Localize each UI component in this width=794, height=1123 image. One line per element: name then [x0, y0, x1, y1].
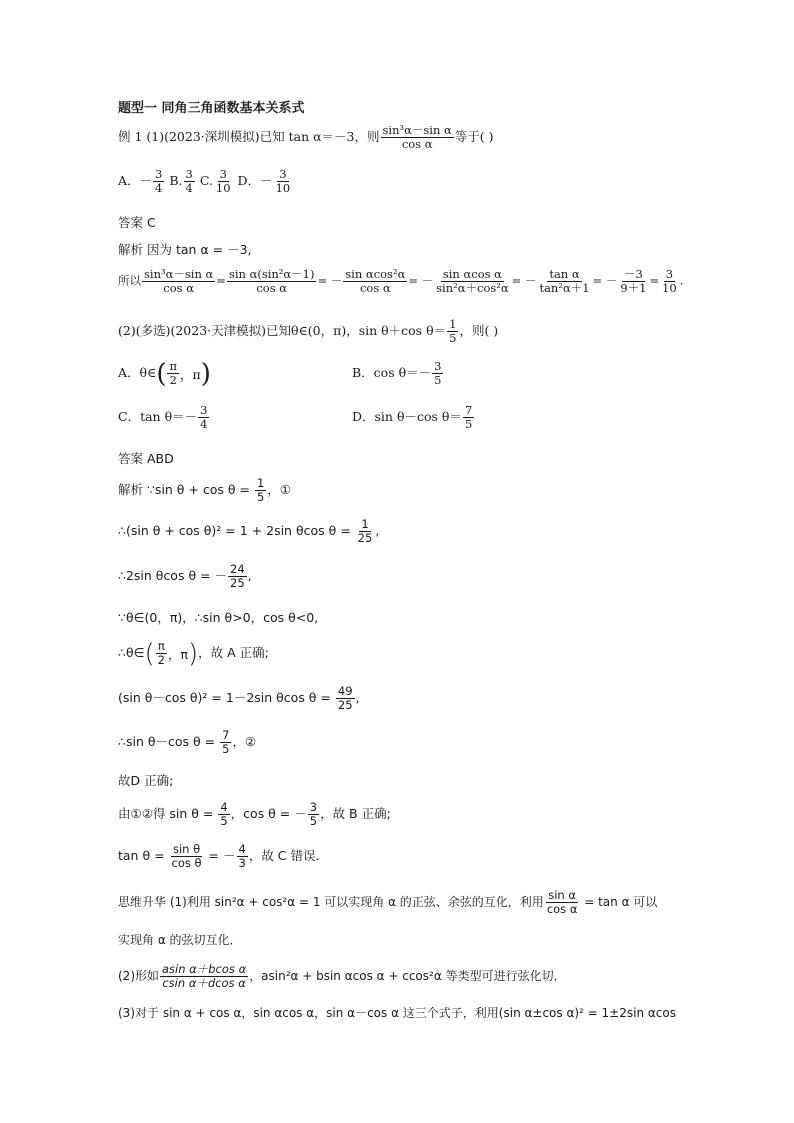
example-1-options: A．－ $\frac{3}{4}$ B. $\frac{3}{4}$ C. $\frac{3}{10}$ D．－ $\frac{3}{10}$ — [118, 167, 291, 196]
option-b: B．cos θ＝－ $\frac{3}{5}$ — [352, 359, 442, 388]
answer-1: 答案 C — [118, 215, 156, 230]
summary-line1: 思维升华 (1)利用 sin²α + cos²α = 1 可以实现角 α 的正弦、余弦的互化，利用 $\frac{\text{sin α}}{\text{cos α}}$ = tan α 可以 — [118, 888, 658, 917]
section-title: 题型一 同角三角函数基本关系式 — [118, 101, 305, 116]
summary-line3: (3)对于 sin α + cos α，sin αcos α，sin α－cos α 这三个式子，利用(sin α±cos α)² = 1±2sin αcos — [118, 1006, 676, 1020]
example-1-stem: 例 1 (1)(2023·深圳模拟)已知 tan α＝－3，则 $\frac{\text{sin³α－sin α}}{\text{cos α}}$ 等于( ) — [118, 123, 494, 152]
solution-2-line7: ∴sin θ－cos θ = $\frac{7}{5}$ ，② — [118, 728, 257, 757]
answer-2: 答案 ABD — [118, 451, 174, 466]
summary-line1b: 实现角 α 的弦切互化． — [118, 933, 242, 947]
fraction: $\frac{\text{sin³α－sin α}}{\text{cos α}}$ — [382, 123, 452, 152]
solution-2-line9: 由①②得 sin θ = $\frac{4}{5}$ ，cos θ = － $\frac{3}{5}$ ，故 B 正确; — [118, 800, 391, 829]
solution-2-line5: ∴θ∈ ( π 2 ，π ) ，故 A 正确; — [118, 638, 269, 669]
solution-2-line4: ∵θ∈(0，π)，∴sin θ>0，cos θ<0, — [118, 610, 319, 625]
solution-2-line2: ∴(sin θ + cos θ)² = 1 + 2sin θcos θ = $\frac{1}{25}$ , — [118, 517, 380, 546]
solution-1-line1: 解析 因为 tan α = －3, — [118, 242, 252, 257]
option-d: D．sin θ－cos θ＝ $\frac{7}{5}$ — [352, 403, 473, 432]
solution-2-line3: ∴2sin θcos θ = － $\frac{24}{25}$ , — [118, 562, 252, 591]
solution-2-line1: 解析 ∵sin θ + cos θ = $\frac{1}{5}$ ，① — [118, 476, 291, 505]
solution-1-line2: 所以 $\frac{\text{sin³α－sin α}}{\text{cos α}}$ = $\frac{\text{sin α(sin²α－1)}}{\text{cos α}}$ = － $\frac{\text{sin αcos²α}}{\text{cos α}}$ = － $\frac{\text{sin αcos α}}{\text{sin²α＋cos²α}}$ = － $\frac{\text{tan α}}{\text{tan²α＋1}}$ = － $\frac{-3}{9+1}$ = $\frac{3}{10}$ . — [118, 267, 684, 296]
summary-line2: (2)形如 $\frac{\text{asin α＋bcos α}}{\text{csin α＋dcos α}}$ ，asin²α + bsin αcos α + ccos²α 等类型可进行弦化切． — [118, 962, 566, 991]
option-c: C．tan θ＝－ $\frac{3}{4}$ — [118, 403, 208, 432]
example-2-stem: (2)(多选)(2023·天津模拟)已知θ∈(0，π)，sin θ＋cos θ＝ $\frac{1}{5}$ ，则( ) — [118, 317, 499, 346]
solution-2-line6: (sin θ－cos θ)² = 1－2sin θcos θ = $\frac{49}{25}$ , — [118, 684, 360, 713]
solution-2-line8: 故D 正确; — [118, 773, 174, 788]
solution-2-line10: tan θ = $\frac{\text{sin θ}}{\text{cos θ}}$ = － $\frac{4}{3}$ ，故 C 错误． — [118, 842, 329, 871]
option-a: A．θ∈ ( π 2 ，π ) — [118, 358, 211, 389]
